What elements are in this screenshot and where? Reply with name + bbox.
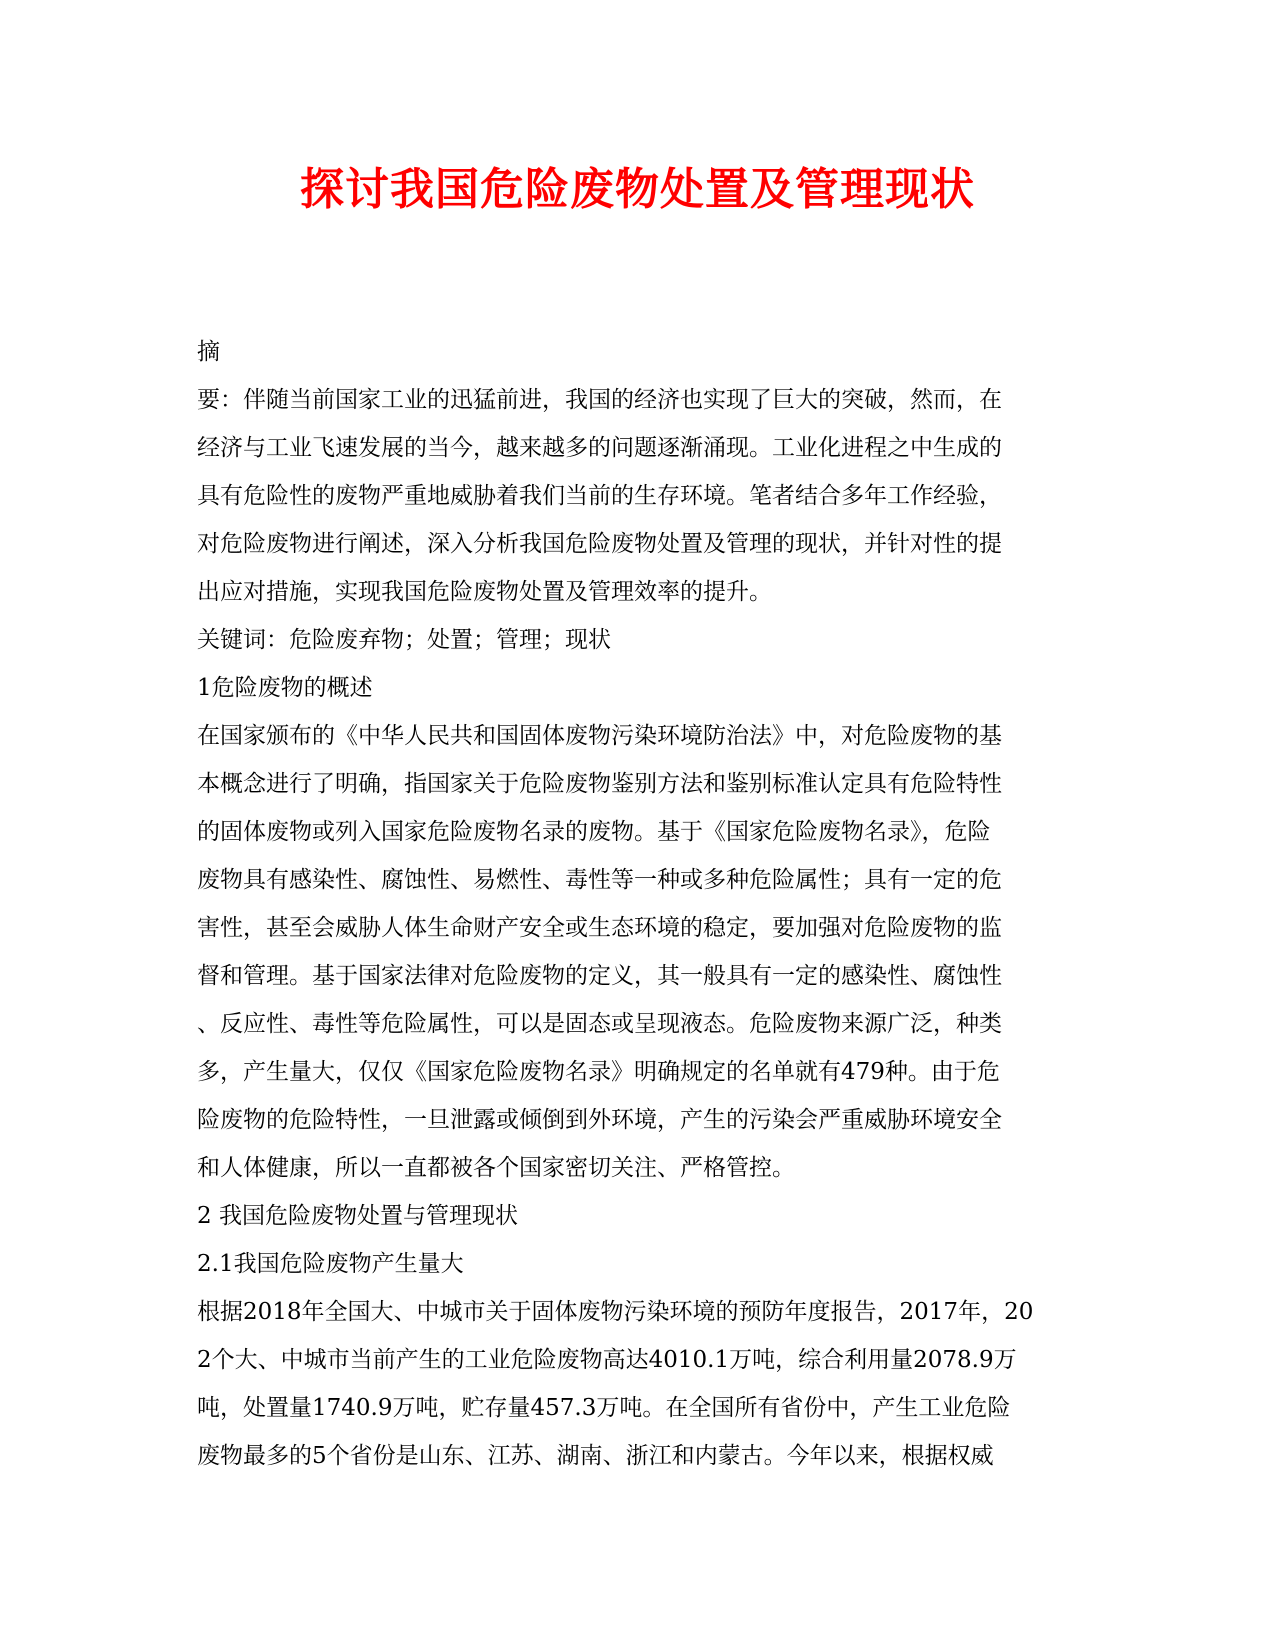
text-line: 、反应性、毒性等危险属性，可以是固态或呈现液态。危险废物来源广泛，种类 [197,1011,1002,1037]
document-body [197,328,1077,1480]
text-line: 根据2018年全国大、中城市关于固体废物污染环境的预防年度报告，2017年，20 [197,1299,1034,1325]
text-line: 险废物的危险特性，一旦泄露或倾倒到外环境，产生的污染会严重威胁环境安全 [197,1107,1002,1133]
text-line: 害性，甚至会威胁人体生命财产安全或生态环境的稳定，要加强对危险废物的监 [197,915,1002,941]
text-line: 废物具有感染性、腐蚀性、易燃性、毒性等一种或多种危险属性；具有一定的危 [197,867,1002,893]
text-line: 出应对措施，实现我国危险废物处置及管理效率的提升。 [197,579,772,605]
text-line: 督和管理。基于国家法律对危险废物的定义，其一般具有一定的感染性、腐蚀性 [197,963,1002,989]
text-line: 本概念进行了明确，指国家关于危险废物鉴别方法和鉴别标准认定具有危险特性 [197,771,1002,797]
text-line: 具有危险性的废物严重地威胁着我们当前的生存环境。笔者结合多年工作经验， [197,483,1002,509]
text-line: 2 我国危险废物处置与管理现状 [197,1203,518,1229]
text-line: 在国家颁布的《中华人民共和国固体废物污染环境防治法》中，对危险废物的基 [197,723,1002,749]
text-line: 1危险废物的概述 [197,675,373,701]
text-line: 吨，处置量1740.9万吨，贮存量457.3万吨。在全国所有省份中，产生工业危险 [197,1395,1011,1421]
text-line: 废物最多的5个省份是山东、江苏、湖南、浙江和内蒙古。今年以来，根据权威 [197,1443,994,1469]
text-line: 多，产生量大，仅仅《国家危险废物名录》明确规定的名单就有479种。由于危 [197,1059,1000,1085]
text-line: 对危险废物进行阐述，深入分析我国危险废物处置及管理的现状，并针对性的提 [197,531,1002,557]
text-line: 关键词：危险废弃物；处置；管理；现状 [197,627,611,653]
text-line: 摘 [197,339,220,365]
text-line: 2.1我国危险废物产生量大 [197,1251,464,1277]
text-line: 要：伴随当前国家工业的迅猛前进，我国的经济也实现了巨大的突破，然而，在 [197,387,1002,413]
text-line: 2个大、中城市当前产生的工业危险废物高达4010.1万吨，综合利用量2078.9万 [197,1347,1017,1373]
text-line: 的固体废物或列入国家危险废物名录的废物。基于《国家危险废物名录》，危险 [197,819,991,845]
document-title: 探讨我国危险废物处置及管理现状 [300,164,975,215]
text-line: 经济与工业飞速发展的当今，越来越多的问题逐渐涌现。工业化进程之中生成的 [197,435,1002,461]
text-line: 和人体健康，所以一直都被各个国家密切关注、严格管控。 [197,1155,795,1181]
